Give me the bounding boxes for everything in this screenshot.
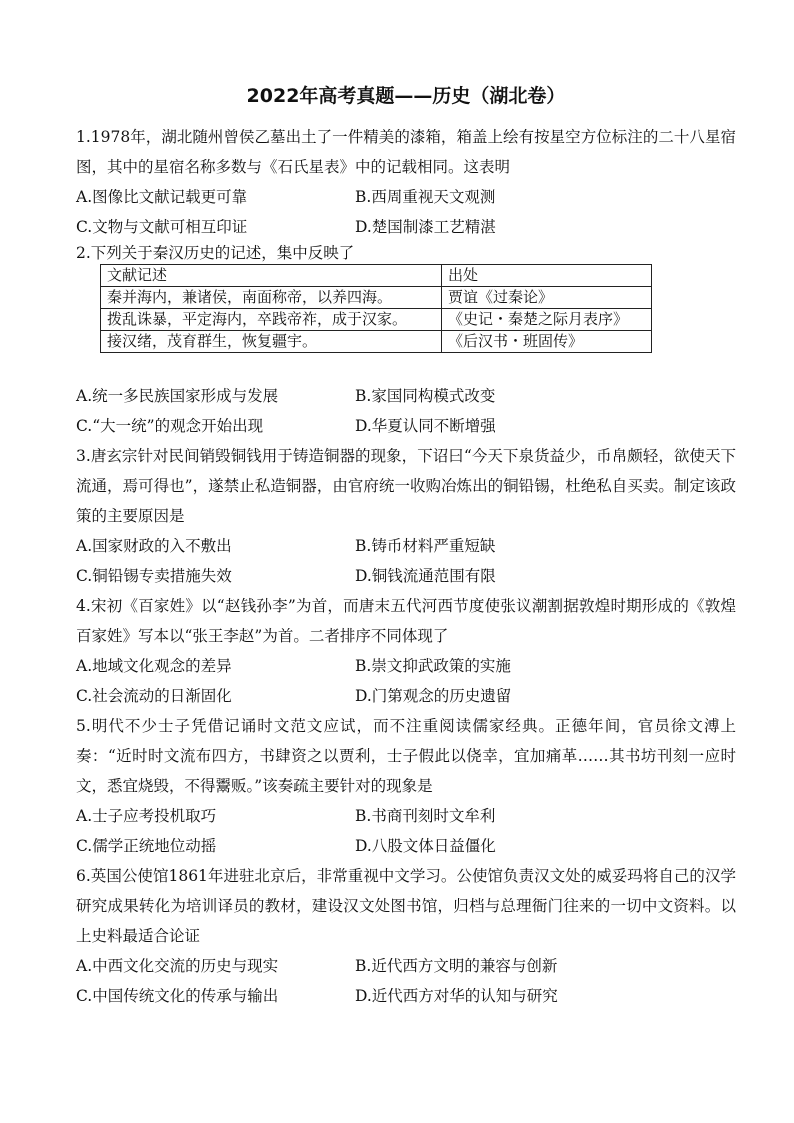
option-b: B.近代西方文明的兼容与创新: [355, 957, 558, 975]
option-c: C.儒学正统地位动摇: [76, 837, 217, 855]
option-c: C.“大一统”的观念开始出现: [76, 417, 264, 435]
table-cell: 《史记・秦楚之际月表序》: [442, 309, 652, 331]
option-c: C.铜铅锡专卖措施失效: [76, 567, 232, 585]
options-grid: [76, 801, 736, 861]
table-row: [101, 331, 652, 353]
question-stem: 5.明代不少士子凭借记诵时文范文应试，而不注重阅读儒家经典。正德年间，官员徐文溥上奏：“近时时文流布四方，书肆资之以贾利，士子假此以侥幸，宜加痛革……其书坊刊刻一应时文，悉宜烧毁，不得鬻贩。”该奏疏主要针对的现象是: [76, 717, 736, 795]
option-d: D.门第观念的历史遗留: [355, 687, 512, 705]
option-d: D.近代西方对华的认知与研究: [355, 987, 558, 1005]
question-2: [76, 242, 736, 441]
option-a: A.图像比文献记载更可靠: [76, 188, 248, 206]
exam-page: [76, 82, 736, 1011]
question-3: [76, 441, 736, 591]
option-a: A.中西文化交流的历史与现实: [76, 957, 279, 975]
options-grid: [76, 651, 736, 711]
options-grid: [76, 182, 736, 242]
option-c: C.社会流动的日渐固化: [76, 687, 232, 705]
question-stem: 4.宋初《百家姓》以“赵钱孙李”为首，而唐末五代河西节度使张议潮割据敦煌时期形成的《敦煌百家姓》写本以“张王李赵”为首。二者排序不同体现了: [76, 597, 736, 645]
options-grid: [76, 531, 736, 591]
table-header-row: [101, 265, 652, 287]
table-cell: 秦并海内，兼诸侯，南面称帝，以养四海。: [101, 287, 442, 309]
option-d: D.八股文体日益僵化: [355, 837, 496, 855]
option-a: A.士子应考投机取巧: [76, 807, 217, 825]
options-grid: [76, 951, 736, 1011]
option-a: A.国家财政的入不敷出: [76, 537, 232, 555]
table-cell: 接汉绪，茂育群生，恢复疆宇。: [101, 331, 442, 353]
column-header: 出处: [442, 265, 652, 287]
question-stem: 1.1978年，湖北随州曾侯乙墓出土了一件精美的漆箱，箱盖上绘有按星空方位标注的二十八星宿图，其中的星宿名称多数与《石氏星表》中的记载相同。这表明: [76, 128, 736, 176]
option-c: C.中国传统文化的传承与输出: [76, 987, 279, 1005]
column-header: 文献记述: [101, 265, 442, 287]
options-grid: [76, 381, 736, 441]
question-stem: 2.下列关于秦汉历史的记述，集中反映了: [76, 244, 355, 262]
option-b: B.书商刊刻时文牟利: [355, 807, 496, 825]
question-stem: 6.英国公使馆1861年进驻北京后，非常重视中文学习。公使馆负责汉文处的威妥玛将自己的汉学研究成果转化为培训译员的教材，建设汉文处图书馆，归档与总理衙门往来的一切中文资料。以上史料最适合论证: [76, 867, 736, 945]
table-cell: 贾谊《过秦论》: [442, 287, 652, 309]
question-5: [76, 711, 736, 861]
table-cell: 拨乱诛暴，平定海内，卒践帝祚，成于汉家。: [101, 309, 442, 331]
option-d: D.楚国制漆工艺精湛: [355, 218, 496, 236]
option-b: B.崇文抑武政策的实施: [355, 657, 511, 675]
question-1: [76, 122, 736, 242]
option-d: D.铜钱流通范围有限: [355, 567, 496, 585]
question-stem: 3.唐玄宗针对民间销毁铜钱用于铸造铜器的现象，下诏曰“今天下泉货益少，币帛颇轻，欲使天下流通，焉可得也”，遂禁止私造铜器，由官府统一收购冶炼出的铜铅锡，杜绝私自买卖。制定该政策的主要原因是: [76, 447, 736, 525]
option-b: B.铸币材料严重短缺: [355, 537, 496, 555]
source-table: [100, 264, 652, 353]
page-title: 2022年高考真题——历史（湖北卷）: [246, 85, 566, 107]
table-row: [101, 309, 652, 331]
question-4: [76, 591, 736, 711]
option-c: C.文物与文献可相互印证: [76, 218, 248, 236]
option-d: D.华夏认同不断增强: [355, 417, 496, 435]
table-cell: 《后汉书・班固传》: [442, 331, 652, 353]
option-a: A.统一多民族国家形成与发展: [76, 387, 279, 405]
question-6: [76, 861, 736, 1011]
option-a: A.地域文化观念的差异: [76, 657, 232, 675]
option-b: B.家国同构模式改变: [355, 387, 496, 405]
table-row: [101, 287, 652, 309]
option-b: B.西周重视天文观测: [355, 188, 496, 206]
